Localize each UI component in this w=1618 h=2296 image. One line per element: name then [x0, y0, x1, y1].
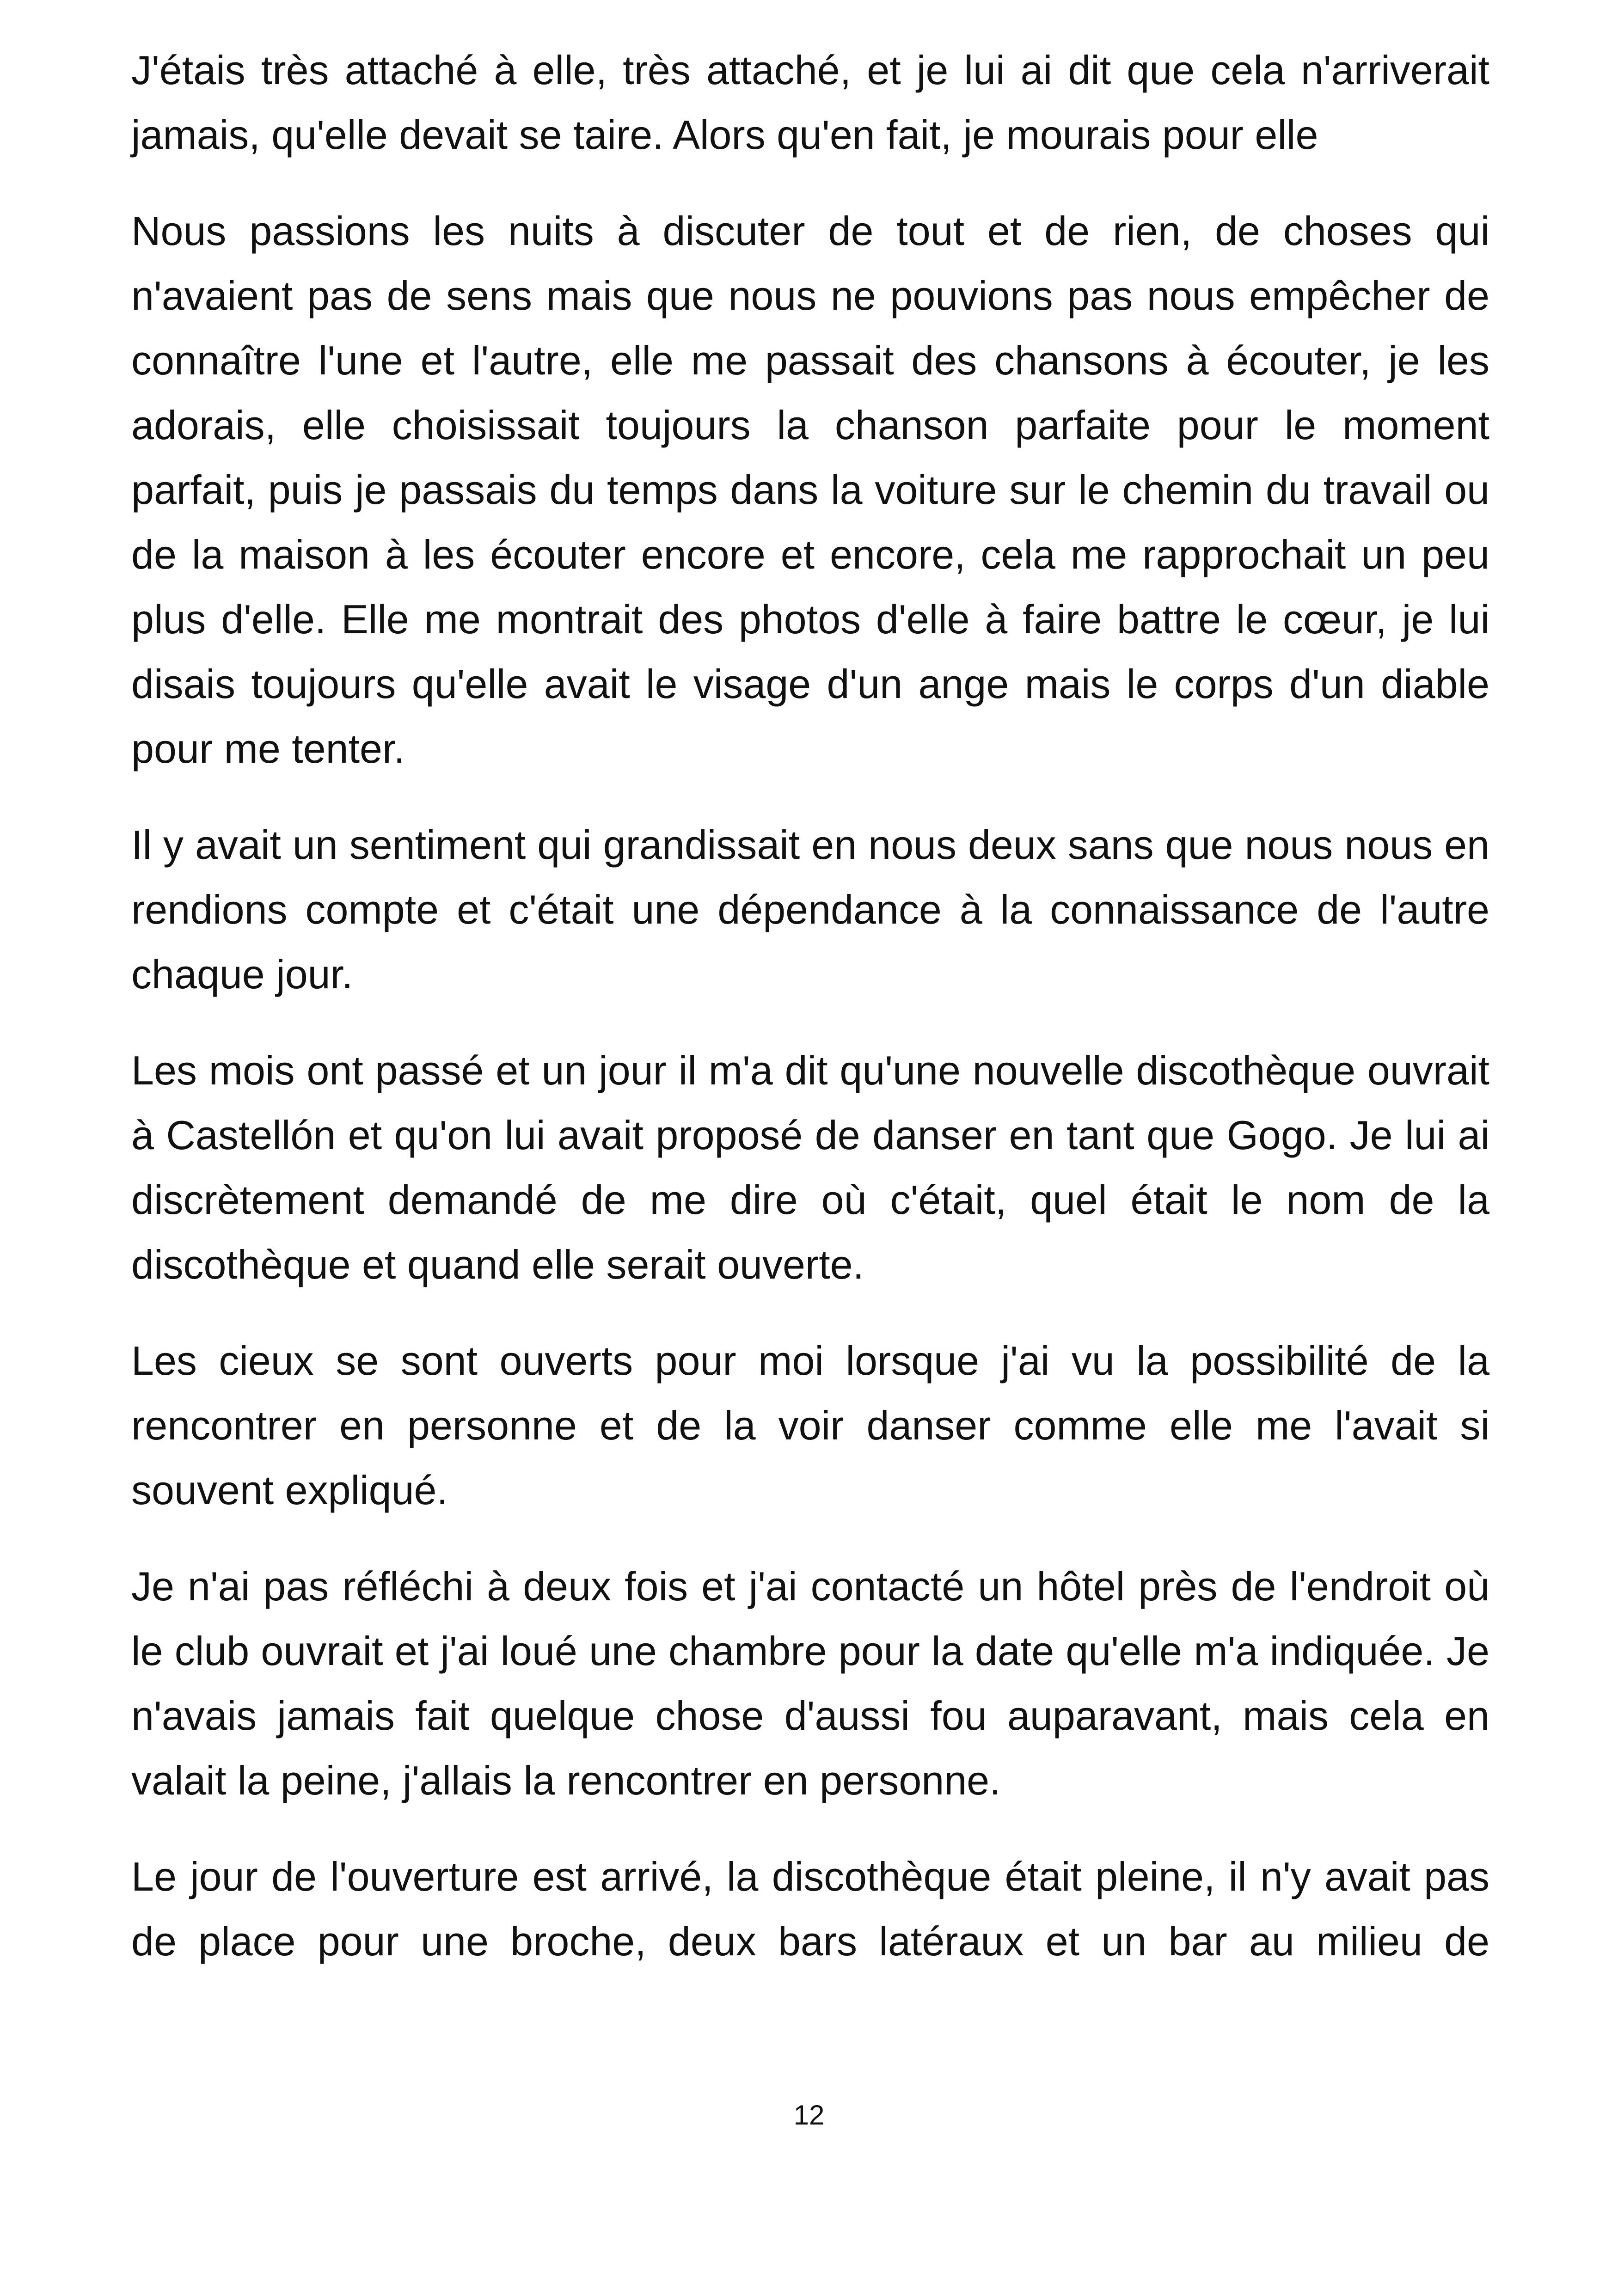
- paragraph: Nous passions les nuits à discuter de tout et de rien, de choses qui n'avaient pas de sens mais que nous ne pouvions pas nous empêcher de connaître l'une et l'autre, elle me passait des chansons à écouter, je les adorais, elle choisissait toujours la chanson parfaite pour le moment parfait, puis je passais du temps dans la voiture sur le chemin du travail ou de la maison à les écouter encore et encore, cela me rapprochait un peu plus d'elle. Elle me montrait des photos d'elle à faire battre le cœur, je lui disais toujours qu'elle avait le visage d'un ange mais le corps d'un diable pour me tenter.: [131, 208, 1489, 771]
- body-text: [131, 38, 1489, 2005]
- paragraph: Les cieux se sont ouverts pour moi lorsque j'ai vu la possibilité de la rencontrer en personne et de la voir danser comme elle me l'avait si souvent expliqué.: [131, 1338, 1489, 1513]
- page-number: 12: [793, 2100, 825, 2131]
- paragraph: Il y avait un sentiment qui grandissait en nous deux sans que nous nous en rendions compte et c'était une dépendance à la connaissance de l'autre chaque jour.: [131, 822, 1489, 997]
- paragraph: Je n'ai pas réfléchi à deux fois et j'ai contacté un hôtel près de l'endroit où le club ouvrait et j'ai loué une chambre pour la date qu'elle m'a indiquée. Je n'avais jamais fait quelque chose d'aussi fou auparavant, mais cela en valait la peine, j'allais la rencontrer en personne.: [131, 1563, 1489, 1803]
- paragraph: J'étais très attaché à elle, très attaché, et je lui ai dit que cela n'arriverait jamais, qu'elle devait se taire. Alors qu'en fait, je mourais pour elle: [131, 47, 1489, 158]
- paragraph-continued: Le jour de l'ouverture est arrivé, la discothèque était pleine, il n'y avait pas de place pour une broche, deux bars latéraux et un bar au milieu de: [131, 1854, 1489, 1964]
- paragraph: Les mois ont passé et un jour il m'a dit qu'une nouvelle discothèque ouvrait à Castellón et qu'on lui avait proposé de danser en tant que Gogo. Je lui ai discrètement demandé de me dire où c'était, quel était le nom de la discothèque et quand elle serait ouverte.: [131, 1047, 1489, 1287]
